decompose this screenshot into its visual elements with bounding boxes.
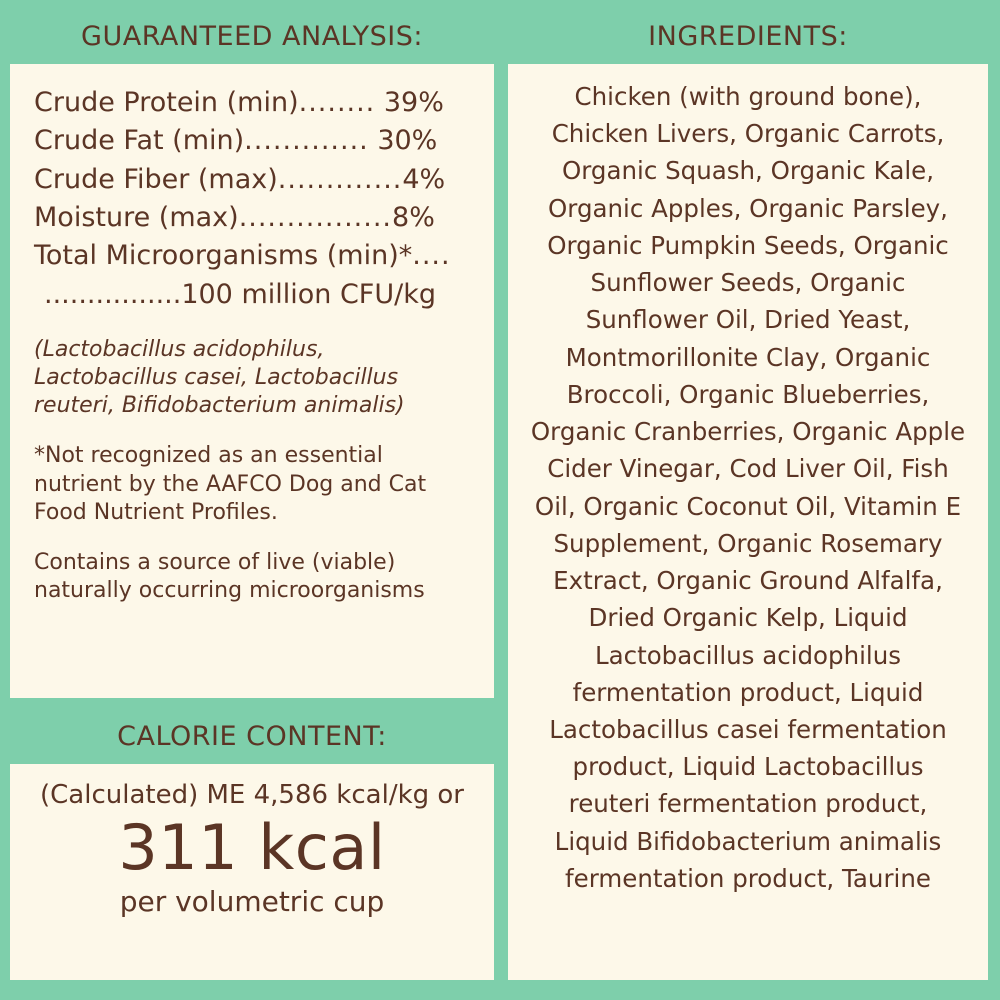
guaranteed-analysis-body (10, 64, 494, 605)
ingredients-panel (508, 8, 988, 980)
analysis-row-value: 30% (377, 125, 438, 157)
analysis-row-value: 4% (402, 163, 446, 195)
analysis-row-dots: .... (412, 240, 451, 272)
live-microorganisms-note: Contains a source of live (viable) naturally occurring microorganisms (34, 549, 425, 604)
analysis-row (34, 237, 474, 275)
analysis-row-label: Crude Fiber (max) (34, 163, 278, 195)
calorie-me-line: (Calculated) ME 4,586 kcal/kg or (40, 780, 464, 810)
asterisk-note: *Not recognized as an essential nutrient by the AAFCO Dog and Cat Food Nutrient Profiles. (34, 443, 427, 525)
left-column (10, 8, 494, 990)
analysis-row (34, 122, 474, 160)
right-column (508, 8, 988, 990)
analysis-row-dots: ................ (238, 201, 393, 233)
calorie-value: 311 kcal (118, 811, 386, 885)
calorie-content-body (10, 764, 494, 918)
analysis-row-label: Total Microorganisms (min)* (34, 240, 413, 272)
analysis-row-dots: ........ (298, 87, 376, 118)
analysis-row-value: 8% (392, 201, 435, 233)
guaranteed-analysis-panel (10, 8, 494, 698)
analysis-row-dots: ............. (277, 163, 403, 195)
calorie-content-panel (10, 708, 494, 980)
cultures-note: (Lactobacillus acidophilus, Lactobacillus casei, Lactobacillus reuteri, Bifidobacterium animalis) (34, 336, 405, 419)
ingredients-heading: INGREDIENTS: (508, 8, 988, 64)
guaranteed-analysis-heading: GUARANTEED ANALYSIS: (10, 8, 494, 64)
analysis-row-label: Crude Fat (min) (34, 125, 245, 157)
analysis-row-label: Crude Protein (min) (34, 87, 299, 118)
analysis-row (34, 199, 474, 237)
analysis-row-value: 39% (383, 87, 444, 118)
calorie-content-heading: CALORIE CONTENT: (10, 708, 494, 764)
analysis-row-continuation: ................100 million CFU/kg (44, 278, 436, 310)
calorie-unit-line: per volumetric cup (119, 884, 385, 918)
analysis-row (34, 84, 474, 122)
ingredients-list: Chicken (with ground bone), Chicken Livers, Organic Carrots, Organic Squash, Organic Kale, Organic Apples, Organic Parsley, Organic Pumpkin Seeds, Organic Sunflower Seeds, Organic Sunflower Oil, Dried Yeast, Montmorillonite Clay, Organic Broccoli, Organic Blueberries, Organic Cranberries, Organic Apple Cider Vinegar, Cod Liver Oil, Fish Oil, Organic Coconut Oil, Vitamin E Supplement, Organic Rosemary Extract, Organic Ground Alfalfa, Dried Organic Kelp, Liquid Lactobacillus acidophilus fermentation product, Liquid Lactobacillus casei fermentation product, Liquid Lactobacillus reuteri fermentation product, Liquid Bifidobacterium animalis fermentation product, Taurine (530, 82, 966, 893)
analysis-row-label: Moisture (max) (34, 201, 239, 233)
analysis-row-dots: ............. (244, 125, 369, 157)
analysis-row (34, 161, 474, 199)
